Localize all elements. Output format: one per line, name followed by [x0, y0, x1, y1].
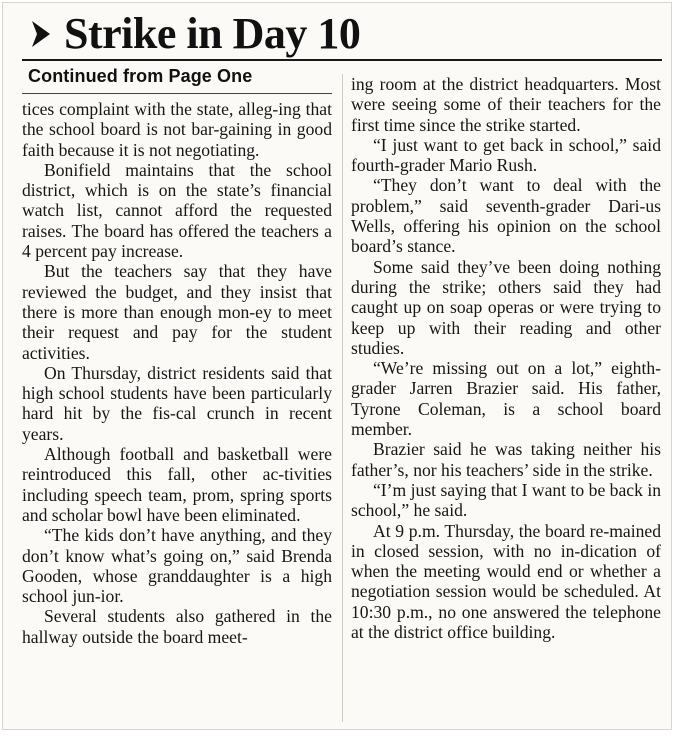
newspaper-clipping: [2, 2, 672, 730]
left-column: [22, 99, 332, 647]
right-arrow-bullet-icon: [24, 12, 58, 56]
column-rule: [22, 93, 332, 94]
paragraph: On Thursday, district residents said that high school students have been particularly hard hit by the fis-cal crunch in recent years.: [22, 362, 332, 444]
paragraph: Bonifield maintains that the school district, which is on the state’s financial watch list, cannot afford the requested raises. The board has offered the teachers a 4 percent pay increase.: [22, 159, 332, 262]
headline: [24, 8, 360, 60]
paragraph: At 9 p.m. Thursday, the board re-mained in closed session, with no in-dication of when the meeting would end or whether a negotiation session would be scheduled. At 10:30 p.m., no one answered the telephone at the district office building.: [351, 520, 661, 643]
paragraph: “We’re missing out on a lot,” eighth-grader Jarren Brazier said. His father, Tyrone Coleman, is a school board member.: [351, 358, 661, 440]
paragraph: Although football and basketball were reintroduced this fall, other ac-tivities including speech team, prom, spring sports and scholar bowl have been eliminated.: [22, 444, 332, 525]
paragraph: Some said they’ve been doing nothing during the strike; others said they had caught up on soap operas or were trying to keep up with their reading and other studies.: [351, 256, 661, 358]
headline-rule: [22, 59, 662, 61]
paragraph: “The kids don’t have anything, and they don’t know what’s going on,” said Brenda Gooden, whose granddaughter is a high school jun-ior.: [22, 525, 332, 607]
paragraph: But the teachers say that they have reviewed the budget, and they insist that there is more than enough mon-ey to meet their request and pay for the student activities.: [22, 261, 332, 363]
paragraph: “I just want to get back in school,” said fourth-grader Mario Rush.: [351, 134, 661, 176]
column-divider: [342, 74, 343, 722]
paragraph: Several students also gathered in the hallway outside the board meet-: [22, 606, 332, 647]
paragraph: Brazier said he was taking neither his father’s, nor his teachers’ side in the strike.: [351, 439, 661, 480]
paragraph: “They don’t want to deal with the problem,” said seventh-grader Dari-us Wells, offering his opinion on the school board’s stance.: [351, 175, 661, 257]
paragraph: ing room at the district headquarters. Most were seeing some of their teachers for the first time since the strike started.: [351, 74, 661, 135]
paragraph: “I’m just saying that I want to be back in school,” he said.: [351, 479, 661, 521]
continued-label: Continued from Page One: [28, 66, 253, 86]
headline-title: Strike in Day 10: [64, 9, 361, 58]
paragraph: tices complaint with the state, alleg-ing that the school board is not bar-gaining in good faith because it is not negotiating.: [22, 99, 332, 160]
right-column: [351, 74, 661, 642]
